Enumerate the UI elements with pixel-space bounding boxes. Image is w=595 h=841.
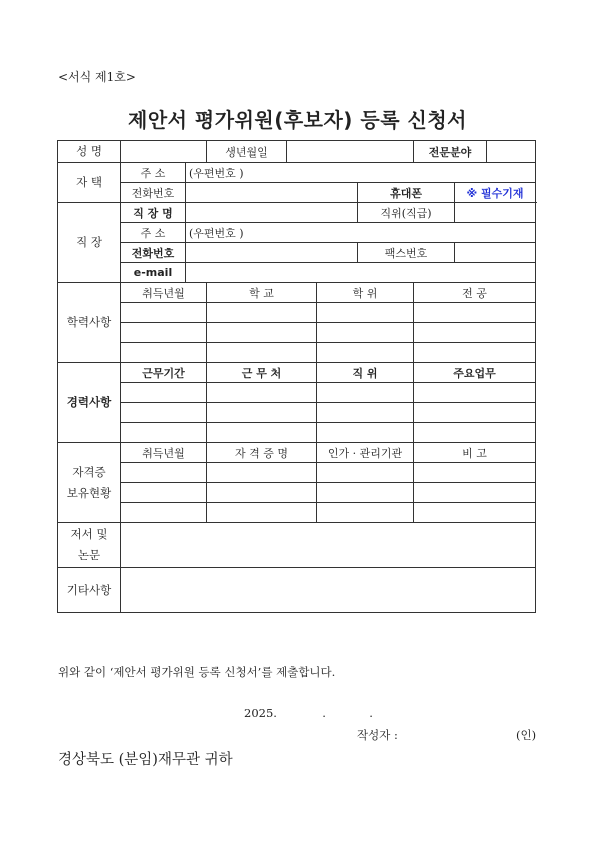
education-cell[interactable] xyxy=(317,323,414,343)
work-phone-row xyxy=(58,243,536,263)
declaration-text: 위와 같이 ‘제안서 평가위원 등록 신청서’를 제출합니다. xyxy=(58,665,336,679)
education-cell[interactable] xyxy=(207,343,317,363)
application-form-table xyxy=(57,140,536,613)
license-header-date: 취득년월 xyxy=(121,443,207,463)
license-row xyxy=(58,503,536,523)
education-row xyxy=(58,303,536,323)
career-cell[interactable] xyxy=(317,403,414,423)
career-section-label: 경력사항 xyxy=(58,363,121,443)
date-month-dot: . xyxy=(322,706,326,720)
career-cell[interactable] xyxy=(317,383,414,403)
basic-info-row xyxy=(58,141,536,163)
education-row xyxy=(58,343,536,363)
education-header-date: 취득년월 xyxy=(121,283,207,303)
license-cell[interactable] xyxy=(121,503,207,523)
mobile-label: 휴대폰 xyxy=(358,183,455,203)
education-cell[interactable] xyxy=(414,323,536,343)
education-cell[interactable] xyxy=(121,323,207,343)
birth-field[interactable] xyxy=(287,141,414,163)
license-header-name: 자 격 증 명 xyxy=(207,443,317,463)
education-header-degree: 학 위 xyxy=(317,283,414,303)
career-cell[interactable] xyxy=(121,383,207,403)
career-header-position: 직 위 xyxy=(317,363,414,383)
home-phone-label: 전화번호 xyxy=(121,183,186,203)
career-cell[interactable] xyxy=(414,423,536,443)
education-cell[interactable] xyxy=(207,323,317,343)
seal-label: (인) xyxy=(516,728,537,742)
license-section-line2: 보유현황 xyxy=(66,485,112,500)
work-section-label: 직 장 xyxy=(58,203,121,283)
education-cell[interactable] xyxy=(317,303,414,323)
education-cell[interactable] xyxy=(207,303,317,323)
publications-line1: 저서 및 xyxy=(70,527,108,541)
license-cell[interactable] xyxy=(414,503,536,523)
career-header-duties: 주요업무 xyxy=(414,363,536,383)
license-cell[interactable] xyxy=(207,483,317,503)
work-address-row xyxy=(58,223,536,243)
home-address-field[interactable]: (우편번호 ) xyxy=(186,163,536,183)
home-section-label: 자 택 xyxy=(58,163,121,203)
home-phone-row xyxy=(58,183,536,203)
license-row xyxy=(58,463,536,483)
career-row xyxy=(58,423,536,443)
education-section-label: 학력사항 xyxy=(58,283,121,363)
career-header-period: 근무기간 xyxy=(121,363,207,383)
email-field[interactable] xyxy=(186,263,536,283)
addressee-text: 경상북도 (분임)재무관 귀하 xyxy=(58,752,233,768)
license-cell[interactable] xyxy=(207,503,317,523)
publications-label xyxy=(58,523,121,568)
license-cell[interactable] xyxy=(317,463,414,483)
career-cell[interactable] xyxy=(207,403,317,423)
education-cell[interactable] xyxy=(414,343,536,363)
license-cell[interactable] xyxy=(121,463,207,483)
email-label: e-mail xyxy=(121,263,186,283)
education-row xyxy=(58,323,536,343)
license-section-label xyxy=(58,443,121,523)
specialty-label: 전문분야 xyxy=(414,141,487,163)
career-cell[interactable] xyxy=(121,403,207,423)
fax-label: 팩스번호 xyxy=(358,243,455,263)
education-cell[interactable] xyxy=(317,343,414,363)
career-cell[interactable] xyxy=(414,383,536,403)
license-cell[interactable] xyxy=(414,483,536,503)
company-label: 직 장 명 xyxy=(121,203,186,223)
name-label: 성 명 xyxy=(58,141,121,163)
publications-field[interactable] xyxy=(121,523,536,568)
career-header-workplace: 근 무 처 xyxy=(207,363,317,383)
education-header-school: 학 교 xyxy=(207,283,317,303)
birth-label: 생년월일 xyxy=(207,141,287,163)
career-header-row xyxy=(58,363,536,383)
license-section-line1: 자격증 xyxy=(72,464,106,479)
document-title: 제안서 평가위원(후보자) 등록 신청서 xyxy=(128,108,467,132)
education-cell[interactable] xyxy=(121,343,207,363)
education-header-major: 전 공 xyxy=(414,283,536,303)
work-address-label: 주 소 xyxy=(121,223,186,243)
form-number-label: <서식 제1호> xyxy=(58,70,136,84)
company-field[interactable] xyxy=(186,203,358,223)
publications-row xyxy=(58,523,536,568)
work-phone-field[interactable] xyxy=(186,243,358,263)
license-cell[interactable] xyxy=(317,483,414,503)
writer-label: 작성자 : xyxy=(357,728,398,742)
license-header-agency: 인가 · 관리기관 xyxy=(317,443,414,463)
career-row xyxy=(58,403,536,423)
name-field[interactable] xyxy=(121,141,207,163)
education-header-row xyxy=(58,283,536,303)
license-cell[interactable] xyxy=(207,463,317,483)
required-note: ※ 필수기재 xyxy=(455,183,536,203)
work-phone-label: 전화번호 xyxy=(121,243,186,263)
other-field[interactable] xyxy=(121,568,536,613)
license-cell[interactable] xyxy=(414,463,536,483)
publications-line2: 논문 xyxy=(77,548,101,562)
career-row xyxy=(58,383,536,403)
license-header-row xyxy=(58,443,536,463)
career-cell[interactable] xyxy=(207,423,317,443)
date-line xyxy=(244,706,373,720)
specialty-field[interactable] xyxy=(487,141,536,163)
home-address-label: 주 소 xyxy=(121,163,186,183)
education-cell[interactable] xyxy=(121,303,207,323)
home-phone-field[interactable] xyxy=(186,183,358,203)
license-cell[interactable] xyxy=(317,503,414,523)
career-cell[interactable] xyxy=(207,383,317,403)
career-cell[interactable] xyxy=(121,423,207,443)
license-row xyxy=(58,483,536,503)
career-cell[interactable] xyxy=(414,403,536,423)
position-field[interactable] xyxy=(455,203,536,223)
other-row xyxy=(58,568,536,613)
career-cell[interactable] xyxy=(317,423,414,443)
license-cell[interactable] xyxy=(121,483,207,503)
home-address-row xyxy=(58,163,536,183)
fax-field[interactable] xyxy=(455,243,536,263)
position-label: 직위(직급) xyxy=(358,203,455,223)
other-label: 기타사항 xyxy=(58,568,121,613)
education-cell[interactable] xyxy=(414,303,536,323)
work-company-row xyxy=(58,203,536,223)
date-day-dot: . xyxy=(369,706,373,720)
work-address-field[interactable]: (우편번호 ) xyxy=(186,223,536,243)
work-email-row xyxy=(58,263,536,283)
license-header-note: 비 고 xyxy=(414,443,536,463)
date-year: 2025. xyxy=(244,706,277,720)
